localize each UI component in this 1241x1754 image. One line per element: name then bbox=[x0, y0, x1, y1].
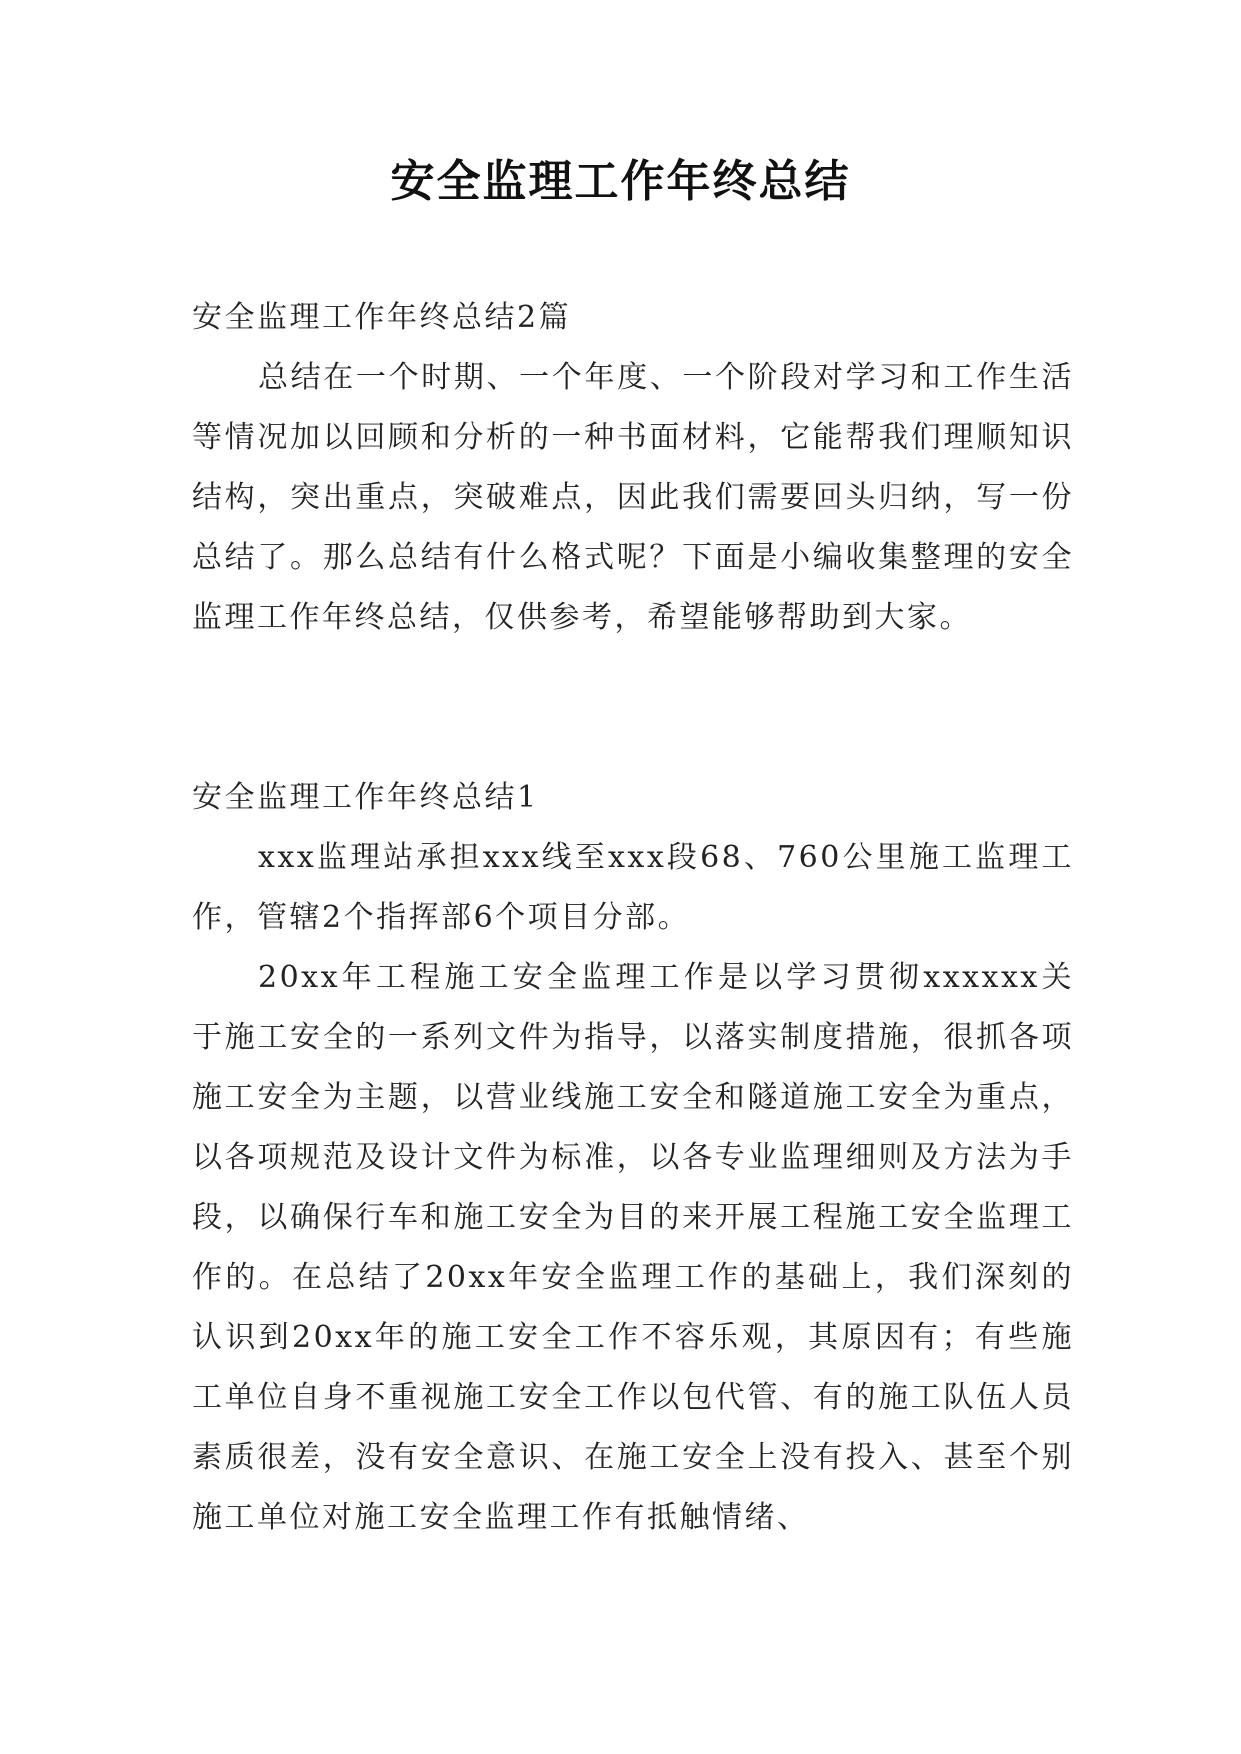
section1-heading: 安全监理工作年终总结1 bbox=[192, 780, 539, 815]
intro-paragraph: 总结在一个时期、一个年度、一个阶段对学习和工作生活等情况加以回顾和分析的一种书面材料，它能帮我们理顺知识结构，突出重点，突破难点，因此我们需要回头归纳，写一份总结了。那么总结有什么格式呢？下面是小编收集整理的安全监理工作年终总结，仅供参考，希望能够帮助到大家。 bbox=[192, 360, 1074, 635]
document-body bbox=[192, 288, 1074, 1548]
section-spacer bbox=[192, 648, 1074, 768]
section1-paragraph-1: xxx监理站承担xxx线至xxx段68、760公里施工监理工作，管辖2个指挥部6个项目分部。 bbox=[192, 840, 1074, 935]
document-title: 安全监理工作年终总结 bbox=[390, 156, 851, 207]
intro-heading: 安全监理工作年终总结2篇 bbox=[192, 300, 572, 335]
section1-paragraph-2: 20xx年工程施工安全监理工作是以学习贯彻xxxxxx关于施工安全的一系列文件为指导，以落实制度措施，很抓各项施工安全为主题，以营业线施工安全和隧道施工安全为重点，以各项规范及设计文件为标准，以各专业监理细则及方法为手段，以确保行车和施工安全为目的来开展工程施工安全监理工作的。在总结了20xx年安全监理工作的基础上，我们深刻的认识到20xx年的施工安全工作不容乐观，其原因有；有些施工单位自身不重视施工安全工作以包代管、有的施工队伍人员素质很差，没有安全意识、在施工安全上没有投入、甚至个别施工单位对施工安全监理工作有抵触情绪、 bbox=[192, 960, 1074, 1535]
